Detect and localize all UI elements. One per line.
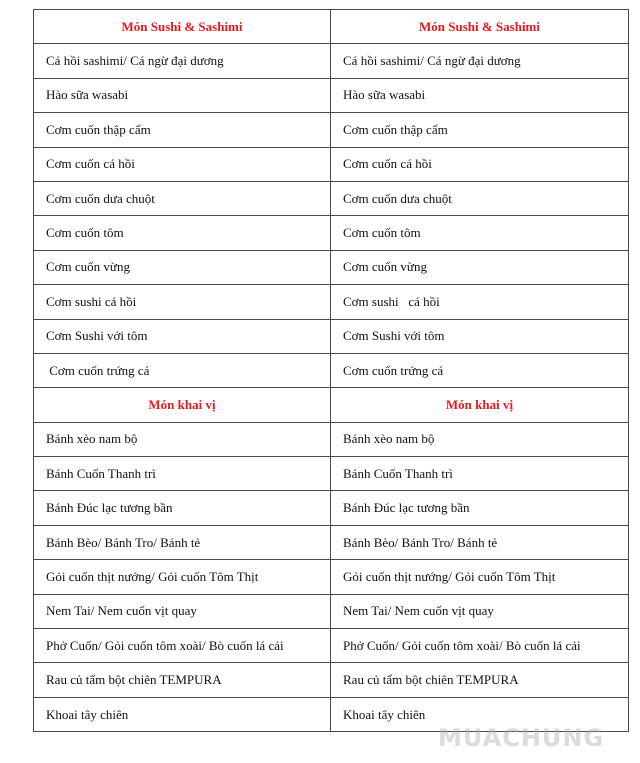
table-row xyxy=(34,422,629,456)
menu-item-right: Gỏi cuốn thịt nướng/ Gỏi cuốn Tôm Thịt xyxy=(331,560,629,594)
menu-item-left: Cơm cuốn dưa chuột xyxy=(34,181,331,215)
table-row xyxy=(34,319,629,353)
menu-item-left: Bánh Cuốn Thanh trì xyxy=(34,457,331,491)
menu-item-right: Nem Tai/ Nem cuốn vịt quay xyxy=(331,594,629,628)
menu-table-body xyxy=(34,10,629,732)
section-header-row xyxy=(34,10,629,44)
menu-item-right: Bánh Cuốn Thanh trì xyxy=(331,457,629,491)
table-row xyxy=(34,353,629,387)
section-header-appetizer-left: Món khai vị xyxy=(34,388,331,422)
menu-item-left: Hào sữa wasabi xyxy=(34,78,331,112)
menu-item-right: Cá hồi sashimi/ Cá ngừ đại dương xyxy=(331,44,629,78)
menu-item-left: Bánh xèo nam bộ xyxy=(34,422,331,456)
menu-item-left: Cơm cuốn thập cẩm xyxy=(34,113,331,147)
menu-item-right: Bánh xèo nam bộ xyxy=(331,422,629,456)
menu-item-left: Bánh Đúc lạc tương bần xyxy=(34,491,331,525)
menu-item-left: Cơm Sushi với tôm xyxy=(34,319,331,353)
menu-item-right: Bánh Đúc lạc tương bần xyxy=(331,491,629,525)
table-row xyxy=(34,629,629,663)
table-row xyxy=(34,594,629,628)
menu-item-left: Gỏi cuốn thịt nướng/ Gỏi cuốn Tôm Thịt xyxy=(34,560,331,594)
table-row xyxy=(34,78,629,112)
table-row xyxy=(34,457,629,491)
table-row xyxy=(34,491,629,525)
table-row xyxy=(34,697,629,731)
table-row xyxy=(34,181,629,215)
menu-item-right: Khoai tây chiên xyxy=(331,697,629,731)
section-header-sushi-left: Món Sushi & Sashimi xyxy=(34,10,331,44)
menu-item-left: Phở Cuốn/ Gỏi cuốn tôm xoài/ Bò cuốn lá cải xyxy=(34,629,331,663)
table-row xyxy=(34,44,629,78)
menu-item-left: Cơm cuốn cá hồi xyxy=(34,147,331,181)
menu-item-left: Cá hồi sashimi/ Cá ngừ đại dương xyxy=(34,44,331,78)
menu-item-left: Khoai tây chiên xyxy=(34,697,331,731)
section-header-row xyxy=(34,388,629,422)
menu-item-right: Cơm sushi cá hồi xyxy=(331,285,629,319)
table-row xyxy=(34,560,629,594)
menu-item-left: Cơm sushi cá hồi xyxy=(34,285,331,319)
table-row xyxy=(34,216,629,250)
table-row xyxy=(34,525,629,559)
section-header-appetizer-right: Món khai vị xyxy=(331,388,629,422)
menu-item-left: Bánh Bèo/ Bánh Tro/ Bánh tẻ xyxy=(34,525,331,559)
menu-item-right: Bánh Bèo/ Bánh Tro/ Bánh tẻ xyxy=(331,525,629,559)
table-row xyxy=(34,147,629,181)
menu-item-right: Rau củ tẩm bột chiên TEMPURA xyxy=(331,663,629,697)
menu-item-right: Cơm cuốn dưa chuột xyxy=(331,181,629,215)
menu-table xyxy=(33,9,629,732)
section-header-sushi-right: Món Sushi & Sashimi xyxy=(331,10,629,44)
table-row xyxy=(34,250,629,284)
menu-item-left: Cơm cuốn tôm xyxy=(34,216,331,250)
menu-item-left: Cơm cuốn vừng xyxy=(34,250,331,284)
menu-item-left: Cơm cuốn trứng cá xyxy=(34,353,331,387)
menu-item-right: Cơm Sushi với tôm xyxy=(331,319,629,353)
menu-item-right: Cơm cuốn trứng cá xyxy=(331,353,629,387)
menu-item-right: Hào sữa wasabi xyxy=(331,78,629,112)
menu-item-left: Rau củ tẩm bột chiên TEMPURA xyxy=(34,663,331,697)
table-row xyxy=(34,113,629,147)
menu-item-right: Phở Cuốn/ Gỏi cuốn tôm xoài/ Bò cuốn lá cải xyxy=(331,629,629,663)
menu-item-right: Cơm cuốn tôm xyxy=(331,216,629,250)
table-row xyxy=(34,663,629,697)
menu-item-left: Nem Tai/ Nem cuốn vịt quay xyxy=(34,594,331,628)
table-row xyxy=(34,285,629,319)
menu-item-right: Cơm cuốn cá hồi xyxy=(331,147,629,181)
menu-item-right: Cơm cuốn thập cẩm xyxy=(331,113,629,147)
menu-item-right: Cơm cuốn vừng xyxy=(331,250,629,284)
watermark-logo: MUACHUNG xyxy=(438,724,605,752)
